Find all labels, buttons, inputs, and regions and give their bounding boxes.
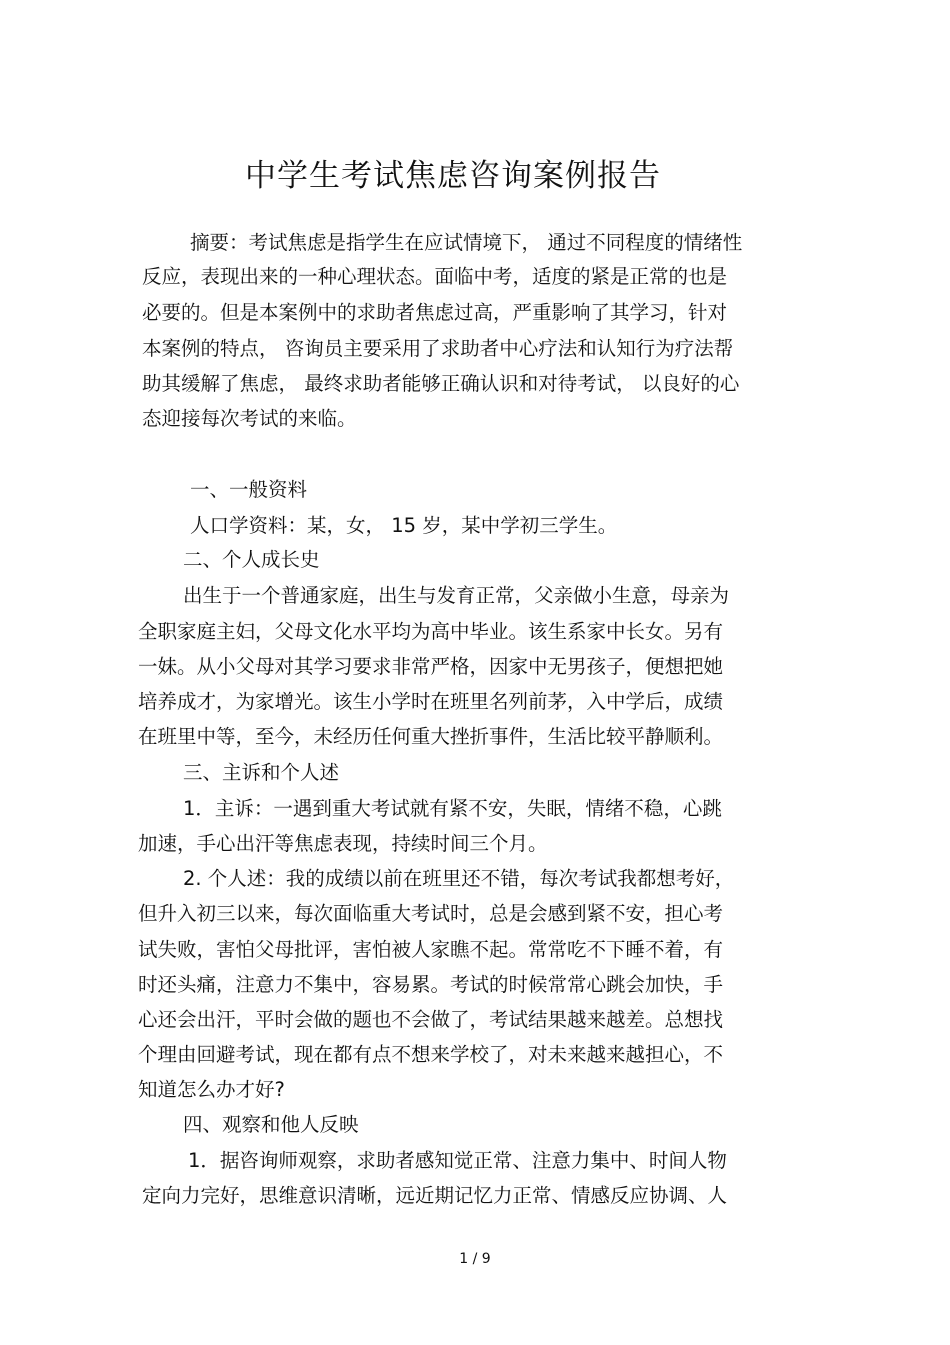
section-heading-complaint: 三、主诉和个人述	[183, 761, 340, 784]
body-line: 一妹。从小父母对其学习要求非常严格，因家中无男孩子，便想把她	[138, 655, 724, 678]
body-line: 但升入初三以来，每次面临重大考试时，总是会感到紧不安，担心考	[138, 902, 724, 925]
body-line: 2. 个人述：我的成绩以前在班里还不错，每次考试我都想考好，	[183, 867, 735, 890]
abstract-line-1: 摘要：考试焦虑是指学生在应试情境下， 通过不同程度的情绪性	[190, 231, 743, 254]
page-indicator: 1 / 9	[459, 1251, 491, 1267]
body-line: 1．据咨询师观察，求助者感知觉正常、注意力集中、时间人物	[188, 1149, 727, 1172]
body-line: 定向力完好，思维意识清晰，远近期记忆力正常、情感反应协调、人	[142, 1184, 728, 1207]
body-line: 全职家庭主妇，父母文化水平均为高中毕业。该生系家中长女。另有	[138, 620, 724, 643]
section-heading-history: 二、个人成长史	[183, 548, 320, 571]
body-line: 时还头痛，注意力不集中，容易累。考试的时候常常心跳会加快，手	[138, 973, 724, 996]
section-heading-observation: 四、观察和他人反映	[183, 1113, 359, 1136]
document-title: 中学生考试焦虑咨询案例报告	[245, 158, 661, 194]
abstract-line-3: 必要的。但是本案例中的求助者焦虑过高，严重影响了其学习，针对	[142, 301, 728, 324]
body-line: 1．主诉：一遇到重大考试就有紧不安，失眠，情绪不稳，心跳	[183, 797, 722, 820]
body-line: 试失败，害怕父母批评，害怕被人家瞧不起。常常吃不下睡不着，有	[138, 938, 724, 961]
body-line: 知道怎么办才好?	[138, 1078, 285, 1101]
body-line: 人口学资料：某，女， 15 岁，某中学初三学生。	[190, 514, 618, 537]
abstract-line-6: 态迎接每次考试的来临。	[142, 407, 357, 430]
body-line: 出生于一个普通家庭，出生与发育正常，父亲做小生意，母亲为	[183, 584, 730, 607]
body-line: 培养成才，为家增光。该生小学时在班里名列前茅，入中学后，成绩	[138, 690, 724, 713]
body-line: 在班里中等，至今，未经历任何重大挫折事件，生活比较平静顺利。	[138, 725, 724, 748]
body-line: 心还会出汗，平时会做的题也不会做了，考试结果越来越差。总想找	[138, 1008, 724, 1031]
abstract-line-4: 本案例的特点， 咨询员主要采用了求助者中心疗法和认知行为疗法帮	[142, 337, 734, 360]
section-heading-general: 一、一般资料	[190, 478, 308, 501]
abstract-line-5: 助其缓解了焦虑， 最终求助者能够正确认识和对待考试， 以良好的心	[142, 372, 740, 395]
body-line: 加速，手心出汗等焦虑表现，持续时间三个月。	[138, 832, 548, 855]
abstract-line-2: 反应，表现出来的一种心理状态。面临中考，适度的紧是正常的也是	[142, 265, 728, 288]
body-line: 个理由回避考试，现在都有点不想来学校了，对未来越来越担心，不	[138, 1043, 724, 1066]
